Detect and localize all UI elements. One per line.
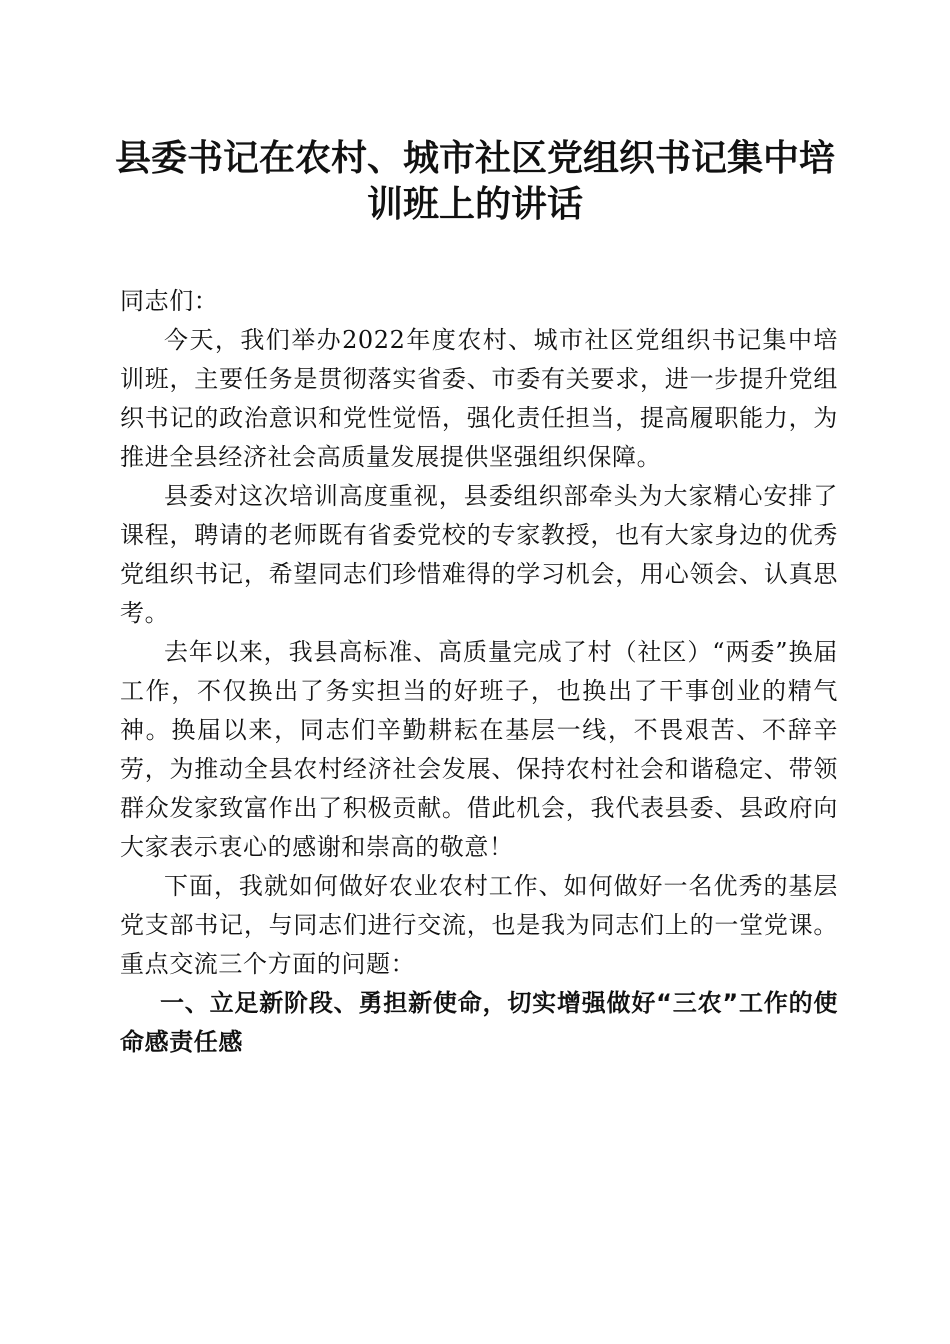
paragraph-3: 去年以来，我县高标准、高质量完成了村（社区）“两委”换届工作，不仅换出了务实担当的好班子，也换出了干事创业的精气神。换届以来，同志们辛勤耕耘在基层一线，不畏艰苦、不辞辛劳，为推动全县农村经济社会发展、保持农村社会和谐稳定、带领群众发家致富作出了积极贡献。借此机会，我代表县委、县政府向大家表示衷心的感谢和崇高的敬意！ bbox=[120, 638, 838, 861]
document-title bbox=[105, 135, 845, 227]
document-body bbox=[120, 282, 838, 1062]
title-line-1: 县委书记在农村、城市社区党组织书记集中培 bbox=[114, 137, 835, 179]
salutation: 同志们： bbox=[120, 287, 219, 315]
paragraph-1: 今天，我们举办2022年度农村、城市社区党组织书记集中培训班，主要任务是贯彻落实省委、市委有关要求，进一步提升党组织书记的政治意识和党性觉悟，强化责任担当，提高履职能力，为推进全县经济社会高质量发展提供坚强组织保障。 bbox=[120, 326, 838, 471]
paragraph-2: 县委对这次培训高度重视，县委组织部牵头为大家精心安排了课程，聘请的老师既有省委党校的专家教授，也有大家身边的优秀党组织书记，希望同志们珍惜难得的学习机会，用心领会、认真思考。 bbox=[120, 482, 838, 627]
paragraph-4: 下面，我就如何做好农业农村工作、如何做好一名优秀的基层党支部书记，与同志们进行交流，也是我为同志们上的一堂党课。重点交流三个方面的问题： bbox=[120, 872, 838, 978]
title-line-2: 训班上的讲话 bbox=[366, 183, 583, 225]
section-heading-1: 一、立足新阶段、勇担新使命，切实增强做好“三农”工作的使命感责任感 bbox=[120, 989, 838, 1056]
